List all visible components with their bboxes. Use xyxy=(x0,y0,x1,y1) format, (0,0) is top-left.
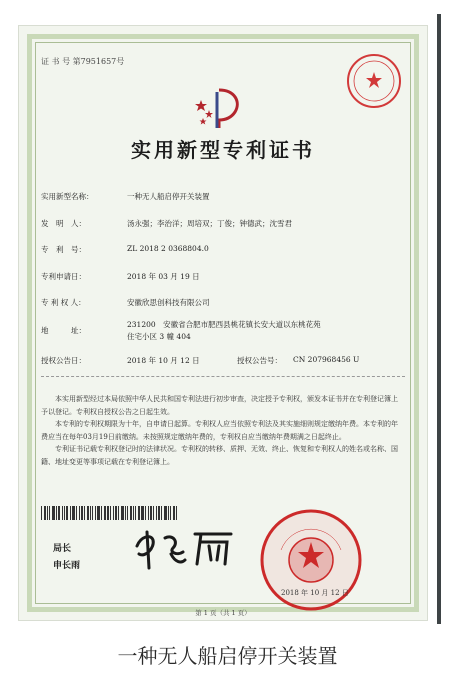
barcode-bar xyxy=(161,506,162,520)
barcode-bar xyxy=(158,506,160,520)
barcode-bar xyxy=(176,506,177,520)
director-name: 申长雨 xyxy=(53,561,81,571)
barcode-bar xyxy=(58,506,60,520)
barcode-bar xyxy=(72,506,75,520)
certificate-number: 证 书 号 第7951657号 xyxy=(41,57,125,66)
barcode-bar xyxy=(49,506,50,520)
barcode-bar xyxy=(173,506,175,520)
address-line-2: 住宅小区 3 幢 404 xyxy=(127,332,191,341)
barcode-bar xyxy=(64,506,65,520)
body-paragraph: 本实用新型经过本局依照中华人民共和国专利法进行初步审查，决定授予专利权，颁发本证书并在专利登记簿上予以登记。专利权自授权公告之日起生效。 xyxy=(41,395,398,416)
patent-number-label: 专 利 号： xyxy=(41,245,86,254)
grant-date-label: 授权公告日： xyxy=(41,356,86,365)
grant-number-value: CN 207968456 U xyxy=(293,355,360,364)
barcode-bar xyxy=(84,506,85,520)
barcode-bar xyxy=(92,506,93,520)
barcode-bar xyxy=(115,506,117,520)
utility-model-name-label: 实用新型名称： xyxy=(41,192,94,201)
barcode-bar xyxy=(168,506,169,520)
address-value xyxy=(127,319,387,343)
page-indicator: 第 1 页（共 1 页） xyxy=(195,609,251,617)
barcode-bar xyxy=(113,506,114,520)
barcode-bar xyxy=(95,506,96,520)
grant-date-value: 2018 年 10 月 12 日 xyxy=(127,356,200,365)
separator xyxy=(41,376,405,377)
patent-certificate-image xyxy=(18,25,428,621)
certificate-title: 实用新型专利证书 xyxy=(131,138,315,162)
barcode-bar xyxy=(101,506,102,520)
barcode-bar xyxy=(127,506,128,520)
image-caption: 一种无人船启停开关装置 xyxy=(117,644,338,668)
patentee-label: 专 利 权 人： xyxy=(41,298,86,307)
barcode-bar xyxy=(135,506,136,520)
barcode-bar xyxy=(148,506,149,520)
inventor-value: 汤永强；李治洋；周培双；丁俊；钟德武；沈雪君 xyxy=(127,219,292,228)
utility-model-name-value: 一种无人船启停开关装置 xyxy=(127,192,210,201)
address-label: 地 址： xyxy=(41,326,86,335)
barcode-bar xyxy=(153,506,154,520)
director-title: 局长 xyxy=(53,544,72,554)
barcode-bar xyxy=(66,506,68,520)
barcode-bar xyxy=(81,506,83,520)
barcode-bar xyxy=(170,506,171,520)
barcode-bar xyxy=(156,506,157,520)
barcode-bar xyxy=(133,506,134,520)
barcode-bar xyxy=(110,506,111,520)
barcode-bar xyxy=(141,506,144,520)
barcode-bar xyxy=(145,506,146,520)
barcode-bar xyxy=(47,506,48,520)
filing-date-label: 专利申请日： xyxy=(41,272,86,281)
top-seal-icon xyxy=(345,52,403,110)
inventor-label: 发 明 人： xyxy=(41,219,86,228)
barcode-bar xyxy=(125,506,126,520)
patent-number-value: ZL 2018 2 0368804.0 xyxy=(127,244,209,253)
barcode-bar xyxy=(62,506,63,520)
body-paragraph: 专利证书记载专利权登记时的法律状况。专利权的转移、质押、无效、终止、恢复和专利权人的姓名或名称、国籍、地址变更等事项记载在专利登记簿上。 xyxy=(41,445,398,466)
vertical-divider xyxy=(437,14,441,624)
director-signature-icon xyxy=(131,524,241,572)
barcode-bar xyxy=(90,506,91,520)
barcode-bar xyxy=(107,506,109,520)
barcode-bar xyxy=(97,506,100,520)
filing-date-value: 2018 年 03 月 19 日 xyxy=(127,272,200,281)
barcode-bar xyxy=(150,506,152,520)
patentee-value: 安徽欣思创科技有限公司 xyxy=(127,298,210,307)
barcode-bar xyxy=(130,506,132,520)
barcode-bar xyxy=(79,506,80,520)
barcode-bar xyxy=(44,506,46,520)
seal-date: 2018 年 10 月 12 日 xyxy=(281,589,349,597)
barcode-bar xyxy=(87,506,89,520)
barcode-bar xyxy=(118,506,119,520)
barcode xyxy=(41,506,197,520)
barcode-bar xyxy=(52,506,55,520)
barcode-bar xyxy=(56,506,57,520)
barcode-bar xyxy=(70,506,71,520)
barcode-bar xyxy=(164,506,167,520)
patent-office-logo-icon xyxy=(189,86,249,130)
certificate-body-text xyxy=(41,393,403,468)
barcode-bar xyxy=(104,506,106,520)
address-line-1: 231200 安徽省合肥市肥西县桃花镇长安大道以东桃花苑 xyxy=(127,320,321,329)
barcode-bar xyxy=(41,506,42,520)
grant-number-label: 授权公告号： xyxy=(237,356,282,365)
barcode-bar xyxy=(138,506,140,520)
body-paragraph: 本专利的专利权期限为十年，自申请日起算。专利权人应当依照专利法及其实施细则规定缴纳年费。本专利的年费应当在每年03月19日前缴纳。未按照规定缴纳年费的，专利权自应当缴纳年费期满之日起终止。 xyxy=(41,420,398,441)
barcode-bar xyxy=(121,506,124,520)
barcode-bar xyxy=(76,506,77,520)
